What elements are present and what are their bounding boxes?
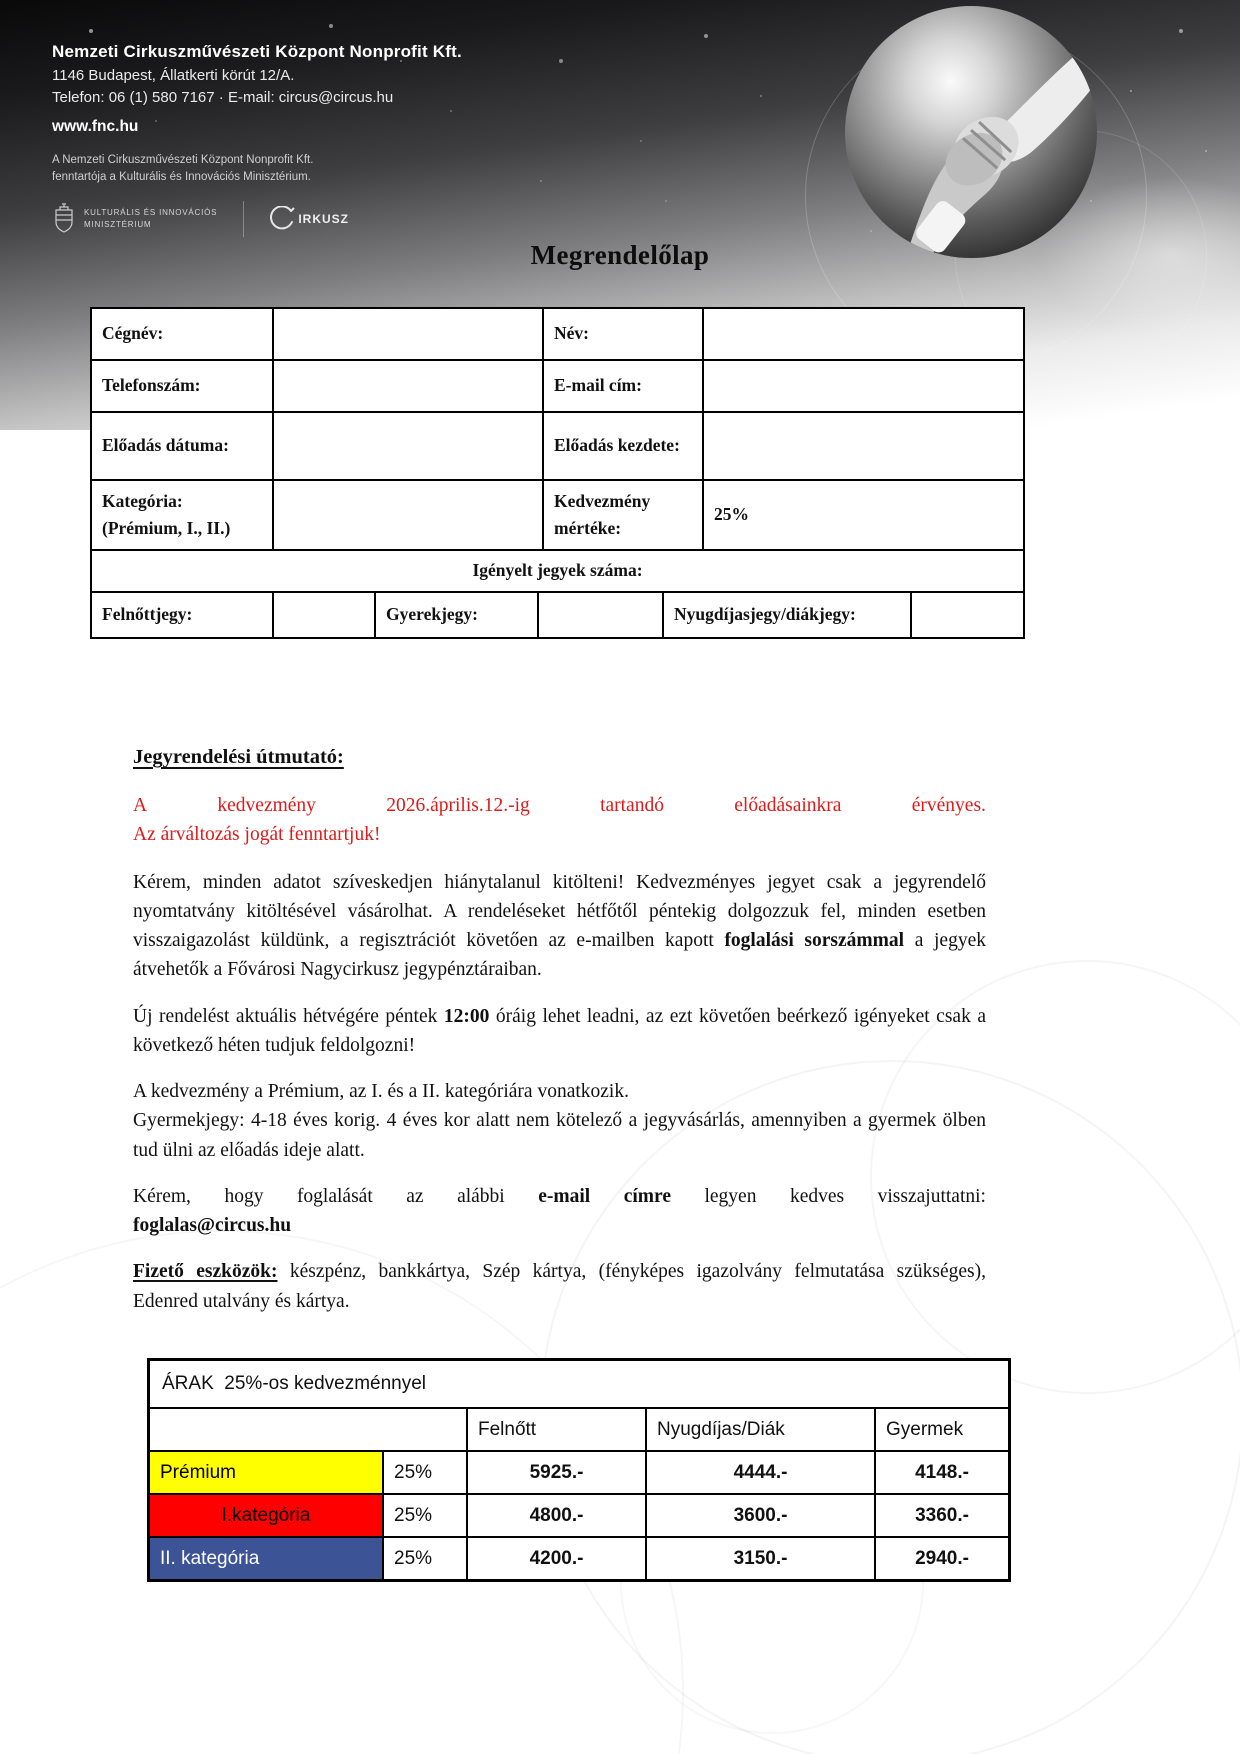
tickets-section-label: Igényelt jegyek száma: [472,560,643,581]
hands-photo [845,6,1097,258]
company-website: www.fnc.hu [52,118,139,135]
cirkusz-logo [270,206,349,232]
price-header-empty-cell [150,1409,466,1450]
name-field-label: Név: [542,309,702,359]
price-cell-adult: 4200.- [466,1538,645,1579]
company-field-value-cell [272,309,542,359]
discount-cell: 25% [382,1538,466,1579]
phone-field-value-cell [272,361,542,411]
price-cell-senior-student: 3150.- [645,1538,874,1579]
adult-ticket-label: Felnőttjegy: [102,604,193,625]
category-field-label: Kategória: (Prémium, I., II.) [102,490,231,538]
discount-cell: 25% [382,1452,466,1493]
company-phone-email: Telefon: 06 (1) 580 7167 · E-mail: circus@circus.hu [52,89,394,106]
email-field-value-cell [702,361,1023,411]
price-cell-adult: 4800.- [466,1495,645,1536]
category-cell-premium: Prémium [150,1452,382,1493]
ministry-logo-text: KULTURÁLIS ÉS INNOVÁCIÓS MINISZTÉRIUM [84,207,218,229]
price-header-child: Gyermek [874,1409,1008,1450]
adult-ticket-value-cell [272,593,374,637]
price-header-senior-student: Nyugdíjas/Diák [645,1409,874,1450]
price-cell-child: 3360.- [874,1495,1008,1536]
maintainer-note [52,152,462,187]
maintainer-line2: fenntartója a Kulturális és Innovációs Minisztérium. [52,171,311,184]
notice-line1: A kedvezmény 2026.április.12.-ig tartandó előadásainkra érvényes. [133,795,986,816]
notice-line2: Az árváltozás jogát fenntartjuk! [133,824,381,846]
show-date-field-label: Előadás dátuma: [102,435,229,456]
ordering-guide [133,746,986,1333]
logos-row [52,201,462,237]
name-field-value-cell [702,309,1023,359]
circus-c-icon [270,206,296,232]
form-row-tickets-header [92,549,1023,591]
category-field-value-cell [272,481,542,549]
show-date-field-value-cell [272,413,542,479]
price-cell-adult: 5925.- [466,1452,645,1493]
price-cell-senior-student: 3600.- [645,1495,874,1536]
price-table-header-row [150,1407,1008,1450]
price-cell-child: 2940.- [874,1538,1008,1579]
form-row-phone-email [92,359,1023,411]
guide-paragraph-2: Új rendelést aktuális hétvégére péntek 12:00 óráig lehet leadni, az ezt követően beérkező igényeket csak a következő héten tudjuk feldolgozni! [133,1005,986,1056]
guide-paragraph-5: Fizető eszközök: készpénz, bankkártya, Szép kártya, (fényképes igazolvány felmutatása szükséges), Edenred utalvány és kártya. [133,1261,986,1312]
guide-paragraph-4 [133,1182,986,1241]
show-start-field-value-cell [702,413,1023,479]
guide-paragraph-1: Kérem, minden adatot szíveskedjen hiánytalanul kitölteni! Kedvezményes jegyet csak a jegyrendelő nyomtatvány kitöltésével vásárolhat. A rendeléseket hétfőtől péntekig dolgozzuk fel, minden esetben visszaigazolást küldünk, a regisztrációt követően az e-mailben kapott foglalási sorszámmal a jegyek átvehetők a Fővárosi Nagycirkusz jegypénztáraiban. [133,871,986,981]
email-field-label: E-mail cím: [542,361,702,411]
price-table [147,1358,1011,1582]
discount-validity-notice [133,791,986,850]
clasped-hands-illustration [845,6,1097,258]
category-cell-category2: II. kategória [150,1538,382,1579]
guide-heading: Jegyrendelési útmutató: [133,746,344,768]
child-ticket-value-cell [537,593,662,637]
discount-cell: 25% [382,1495,466,1536]
form-row-category-discount [92,479,1023,549]
senior-student-ticket-label: Nyugdíjasjegy/diákjegy: [662,593,910,637]
form-row-show-date [92,411,1023,479]
company-address: 1146 Budapest, Állatkerti körút 12/A. [52,67,295,84]
coat-of-arms-icon [52,202,76,236]
child-ticket-label: Gyerekjegy: [374,593,537,637]
price-cell-child: 4148.- [874,1452,1008,1493]
form-row-company-name [92,309,1023,359]
form-row-ticket-counts [92,591,1023,637]
ministry-logo [52,202,217,236]
price-row-category2 [150,1536,1008,1579]
company-field-label: Cégnév: [102,323,164,344]
cirkusz-logo-text: IRKUSZ [298,211,349,226]
order-form-table [90,307,1025,639]
price-row-category1 [150,1493,1008,1536]
stars-decoration [0,0,2,2]
guide-paragraph-3: A kedvezmény a Prémium, az I. és a II. kategóriára vonatkozik. Gyermekjegy: 4-18 éves korig. 4 éves kor alatt nem kötelező a jegyvásárlás, amennyiben a gyermek ölben tud ülni az előadás ideje alatt. [133,1081,986,1161]
page-title: Megrendelőlap [530,240,710,270]
phone-field-label: Telefonszám: [102,375,201,396]
price-row-premium [150,1450,1008,1493]
company-name: Nemzeti Cirkuszművészeti Központ Nonprofit Kft. [52,42,462,61]
price-table-title: ÁRAK 25%-os kedvezménnyel [162,1373,427,1394]
category-cell-category1: I.kategória [150,1495,382,1536]
price-header-adult: Felnőtt [466,1409,645,1450]
discount-field-label: Kedvezmény mértéke: [542,481,702,549]
show-start-field-label: Előadás kezdete: [542,413,702,479]
reply-email-line1: Kérem, hogy foglalását az alábbi e-mail címre legyen kedves visszajuttatni: [133,1185,986,1207]
maintainer-line1: A Nemzeti Cirkuszművészeti Központ Nonprofit Kft. [52,154,314,166]
discount-field-value: 25% [702,481,1023,549]
senior-student-ticket-value-cell [910,593,1023,637]
price-cell-senior-student: 4444.- [645,1452,874,1493]
header-text-block [52,42,462,237]
logo-divider [243,201,244,237]
booking-email-address: foglalas@circus.hu [133,1215,292,1236]
